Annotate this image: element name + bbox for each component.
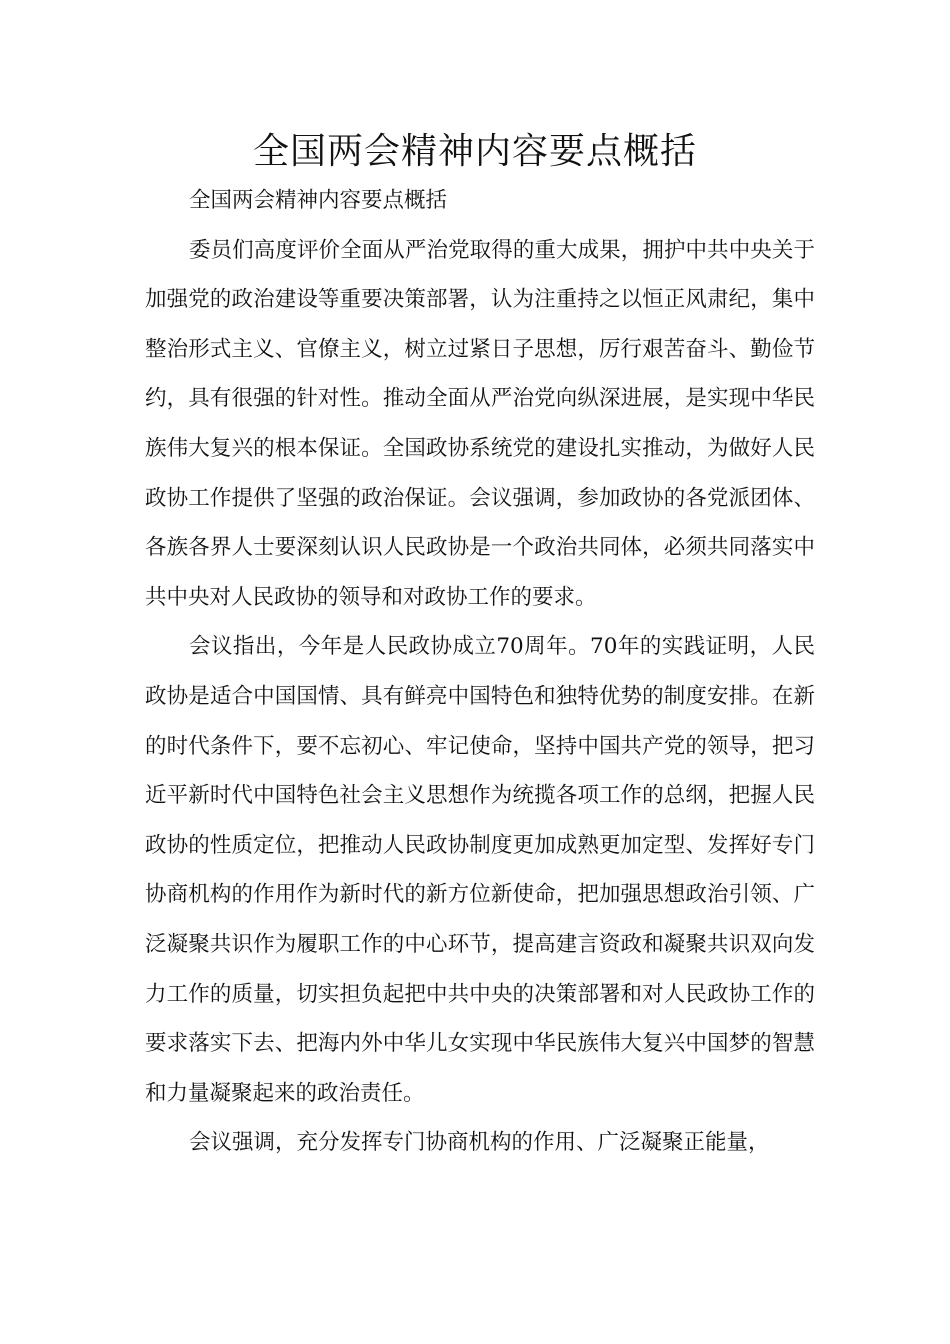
document-title: 全国两会精神内容要点概括: [252, 131, 697, 172]
paragraph-2: 会议指出，今年是人民政协成立70周年。70年的实践证明，人民政协是适合中国国情、具有鲜亮中国特色和独特优势的制度安排。在新的时代条件下，要不忘初心、牢记使命，坚持中国共产党的领导，把习近平新时代中国特色社会主义思想作为统揽各项工作的总纲，把握人民政协的性质定位，把推动人民政协制度更加成熟更加定型、发挥好专门协商机构的作用作为新时代的新方位新使命，把加强思想政治引领、广泛凝聚共识作为履职工作的中心环节，提高建言资政和凝聚共识双向发力工作的质量，切实担负起把中共中央的决策部署和对人民政协工作的要求落实下去、把海内外中华儿女实现中华民族伟大复兴中国梦的智慧和力量凝聚起来的政治责任。: [145, 634, 815, 1106]
paragraph-3: 会议强调，充分发挥专门协商机构的作用、广泛凝聚正能量，: [189, 1130, 770, 1156]
paragraph-1: 委员们高度评价全面从严治党取得的重大成果，拥护中共中央关于加强党的政治建设等重要决策部署，认为注重持之以恒正风肃纪，集中整治形式主义、官僚主义，树立过紧日子思想，厉行艰苦奋斗、勤俭节约，具有很强的针对性。推动全面从严治党向纵深进展，是实现中华民族伟大复兴的根本保证。全国政协系统党的建设扎实推动，为做好人民政协工作提供了坚强的政治保证。会议强调，参加政协的各党派团体、各族各界人士要深刻认识人民政协是一个政治共同体，必须共同落实中共中央对人民政协的领导和对政协工作的要求。: [145, 237, 815, 610]
document-subtitle: 全国两会精神内容要点概括: [189, 188, 448, 213]
document-body: [145, 176, 815, 1168]
